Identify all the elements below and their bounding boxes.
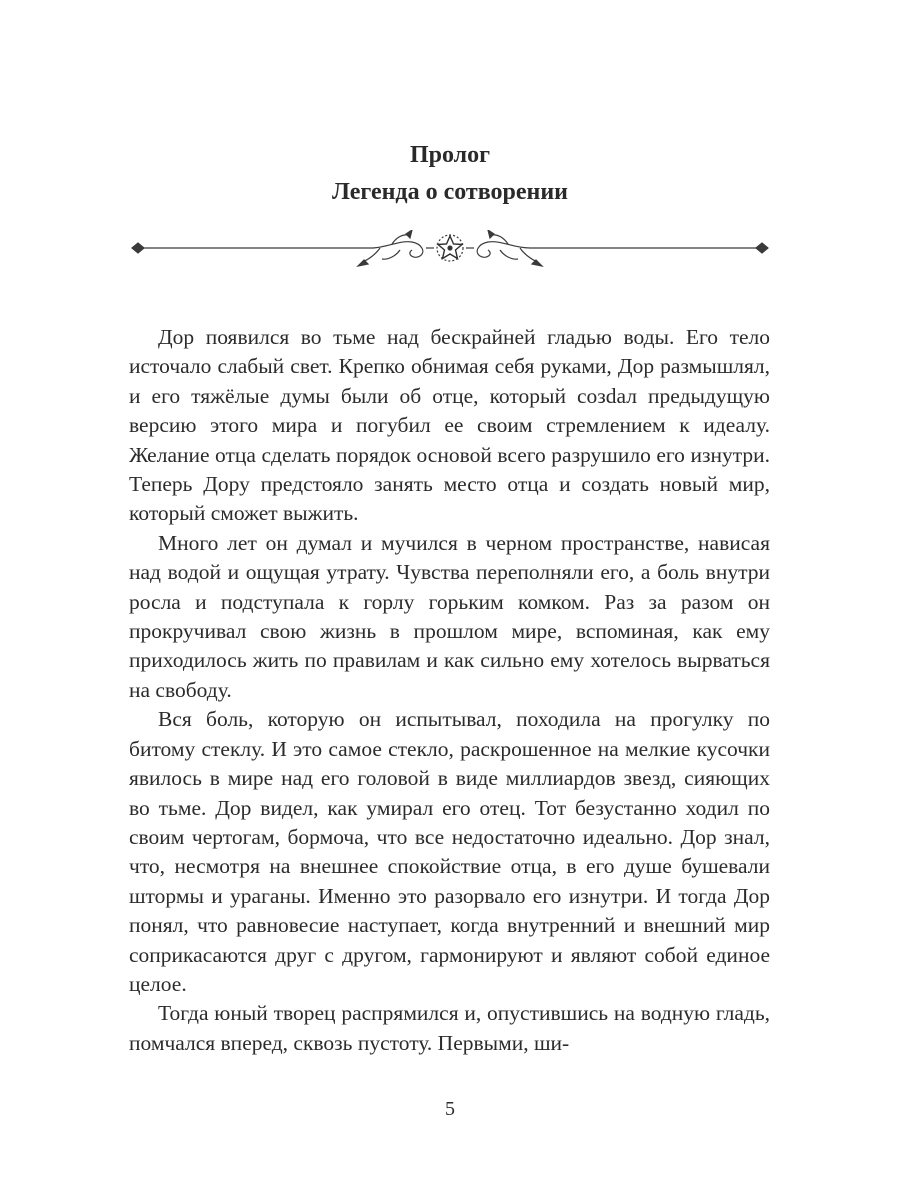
- paragraph: Вся боль, которую он испытывал, походила на прогулку по битому стеклу. И это самое стекло, раскрошенное на мелкие кусочки явилось в мире над его головой в виде миллиардов звезд, сияющих во тьме. Дор видел, как умирал его отец. Тот безустанно ходил по своим чертогам, бормоча, что все недостаточно идеально. Дор знал, что, несмотря на внешнее спокойствие отца, в его душе бушевали штормы и ураганы. Именно это разорвало его изнутри. И тогда Дор понял, что равновесие наступает, когда внутренний и внешний мир соприкасаются друг с другом, гармонируют и являют собой единое целое.: [129, 707, 770, 996]
- paragraph: Тогда юный творец распрямился и, опустившись на водную гладь, помчался вперед, сквозь пустоту. Первыми, ши-: [129, 1001, 770, 1055]
- chapter-subtitle: Легенда о сотворении: [332, 179, 568, 205]
- floral-divider-icon: [130, 230, 770, 270]
- paragraph: Дор появился во тьме над бескрайней гладью воды. Его тело источало слабый свет. Крепко обнимая себя руками, Дор размышлял, и его тяжёлые думы были об отце, который созdал предыдущую версию этого мира и погубил ее своим стремлением к идеалу. Желание отца сделать порядок основой всего разрушило его изнутри. Теперь Дору предстояло занять место отца и создать новый мир, который сможет выжить.: [129, 325, 770, 526]
- page-number: 5: [445, 1098, 455, 1120]
- paragraph: Много лет он думал и мучился в черном пространстве, нависая над водой и ощущая утрату. Чувства переполняли его, а боль внутри росла и подступала к горлу горьким комком. Раз за разом он прокручивал свою жизнь в прошлом мире, вспоминая, как ему приходилось жить по правилам и как сильно ему хотелось вырваться на свободу.: [129, 530, 770, 702]
- chapter-title: Пролог: [409, 142, 491, 168]
- body-text: [129, 323, 770, 1058]
